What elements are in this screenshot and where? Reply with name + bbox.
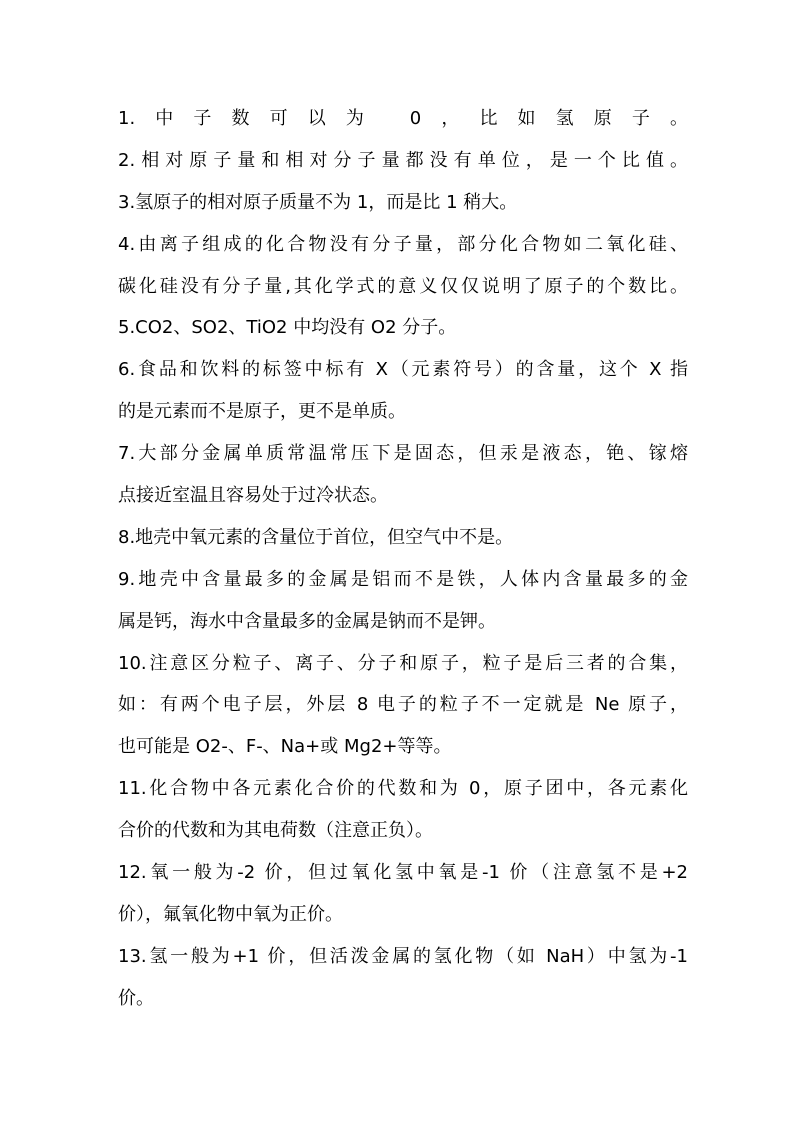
document-body	[118, 103, 688, 1025]
text-line: 12.氧一般为-2 价，但过氧化氢中氧是-1 价（注意氢不是+2	[118, 862, 688, 884]
text-line: 的是元素而不是原子，更不是单质。	[118, 401, 406, 423]
text-line: 11.化合物中各元素化合价的代数和为 0，原子团中，各元素化	[118, 778, 688, 800]
text-line: 价。	[118, 987, 154, 1009]
text-line: 属是钙，海水中含量最多的金属是钠而不是钾。	[118, 610, 496, 632]
text-line: 点接近室温且容易处于过冷状态。	[118, 485, 388, 507]
text-line: 4.由离子组成的化合物没有分子量，部分化合物如二氧化硅、	[118, 233, 688, 255]
text-line: 合价的代数和为其电荷数（注意正负）。	[118, 820, 433, 842]
text-line: 3.氢原子的相对原子质量不为 1，而是比 1 稍大。	[118, 191, 518, 213]
text-line: 8.地壳中氧元素的含量位于首位，但空气中不是。	[118, 526, 514, 548]
text-line: 13.氢一般为+1 价，但活泼金属的氢化物（如 NaH）中氢为-1	[118, 945, 688, 967]
text-line: 9.地壳中含量最多的金属是铝而不是铁，人体内含量最多的金	[118, 568, 688, 590]
text-line: 2.相对原子量和相对分子量都没有单位，是一个比值。	[118, 149, 688, 171]
text-line: 也可能是 O2-、F-、Na+或 Mg2+等等。	[118, 736, 452, 758]
text-line: 7.大部分金属单质常温常压下是固态，但汞是液态，铯、镓熔	[118, 443, 688, 465]
text-line: 1.中子数可以为 0，比如氢原子。	[118, 108, 688, 129]
text-line: 价），氟氧化物中氧为正价。	[118, 903, 343, 925]
text-line: 5.CO2、SO2、TiO2 中均没有 O2 分子。	[118, 317, 457, 339]
text-line: 10.注意区分粒子、离子、分子和原子，粒子是后三者的合集，	[118, 652, 688, 674]
text-line: 6.食品和饮料的标签中标有 X（元素符号）的含量，这个 X 指	[118, 359, 688, 381]
text-line: 碳化硅没有分子量,其化学式的意义仅仅说明了原子的个数比。	[118, 275, 688, 297]
text-line: 如：有两个电子层，外层 8 电子的粒子不一定就是 Ne 原子，	[118, 694, 688, 716]
